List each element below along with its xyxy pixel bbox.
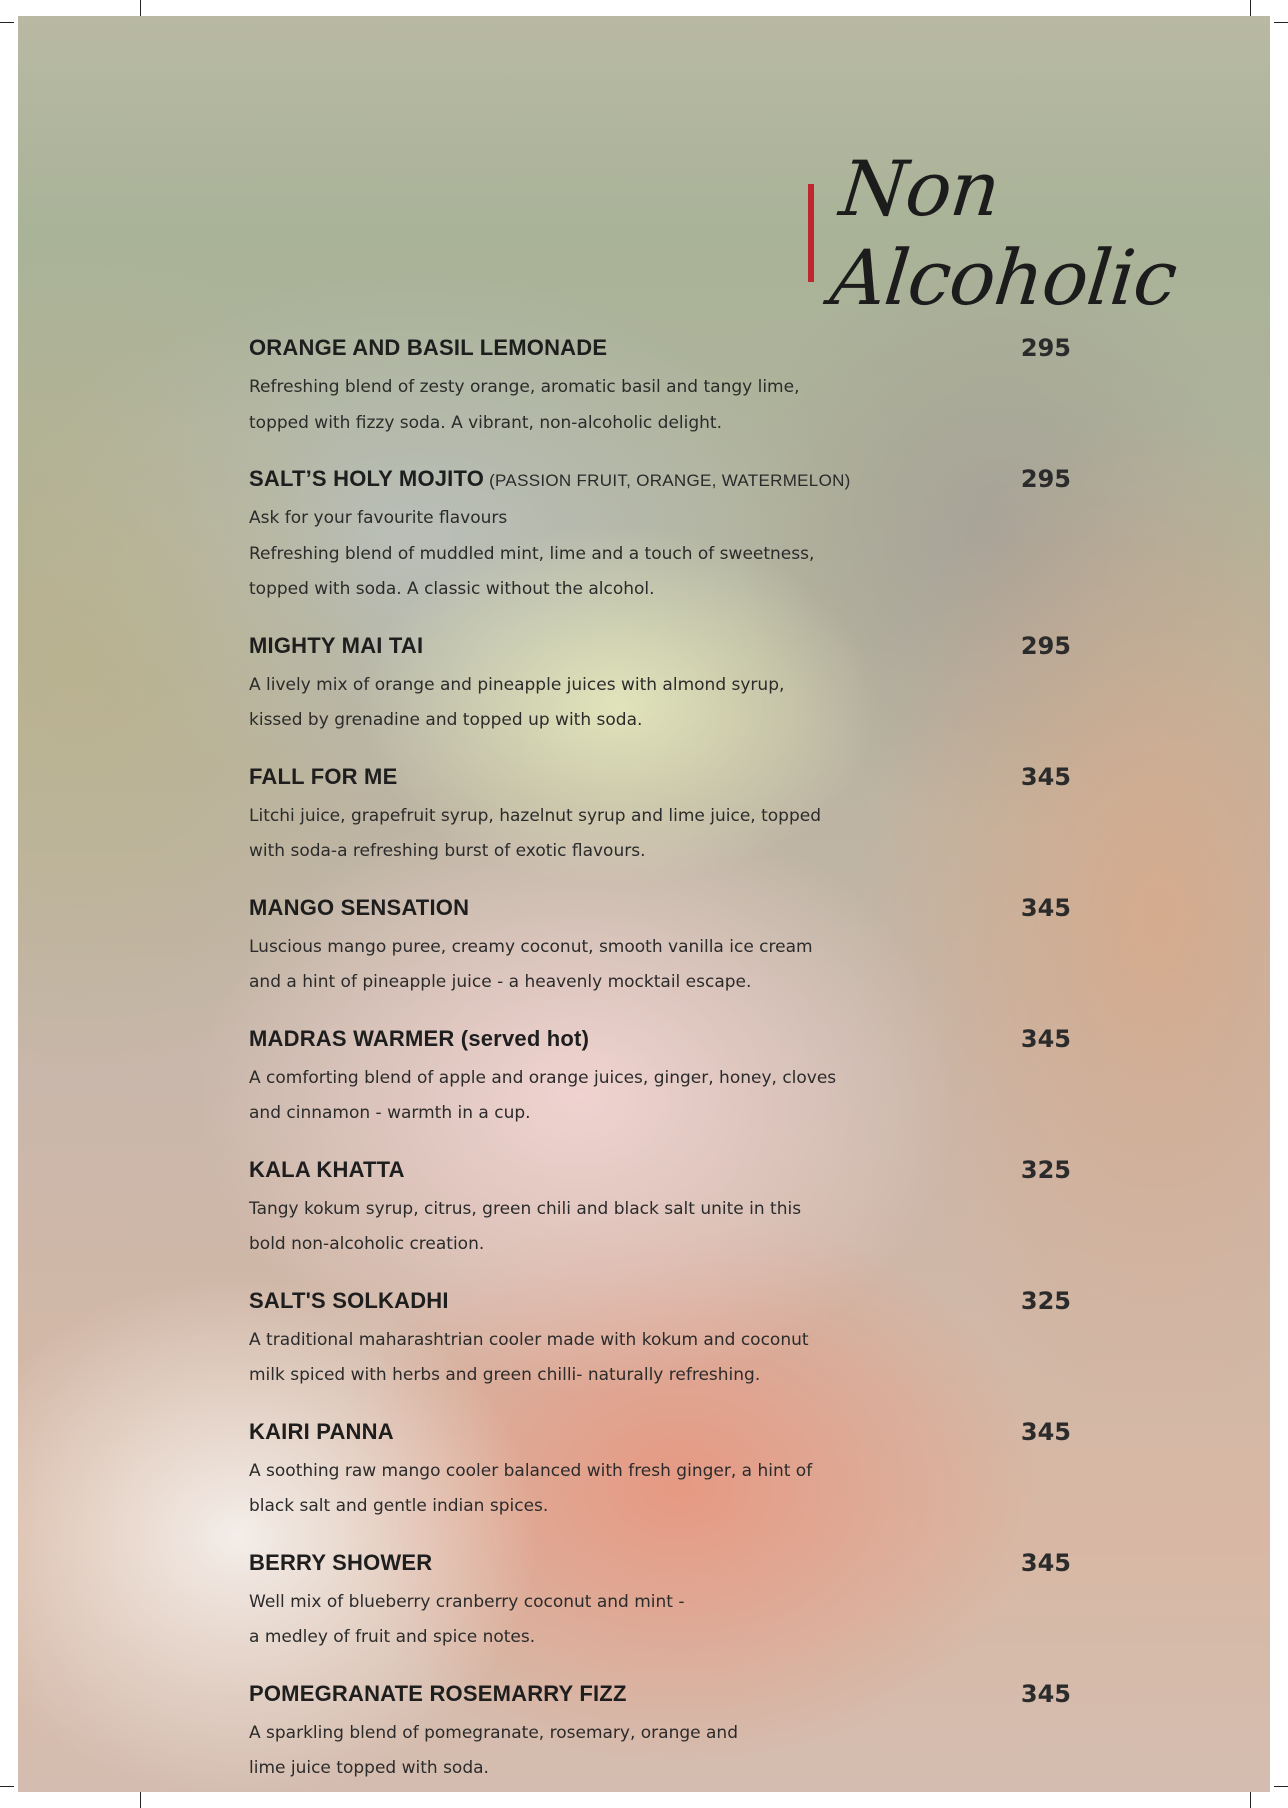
item-name-text: KALA KHATTA: [249, 1156, 405, 1182]
item-description: Litchi juice, grapefruit syrup, hazelnut syrup and lime juice, topped with soda-a refreshing burst of exotic flavours.: [249, 805, 821, 861]
crop-mark-bottom-right: [1250, 1792, 1251, 1808]
menu-item: [249, 1412, 1071, 1525]
crop-mark-top-left: [140, 0, 141, 16]
item-description: A traditional maharashtrian cooler made with kokum and coconut milk spiced with herbs and green chilli- naturally refreshing.: [249, 1329, 809, 1385]
menu-item: [249, 328, 1071, 441]
page-header: [808, 144, 1270, 322]
item-price: 325: [1020, 1155, 1071, 1184]
item-name: [249, 1150, 1071, 1192]
item-name: [249, 1674, 1071, 1716]
page-title: Non Alcoholic: [826, 144, 1181, 322]
item-name-text: MANGO SENSATION: [249, 894, 470, 920]
item-price: 345: [1020, 762, 1071, 791]
item-description: Tangy kokum syrup, citrus, green chili and black salt unite in this bold non-alcoholic creation.: [249, 1198, 802, 1254]
item-name-text: SALT'S SOLKADHI: [249, 1287, 449, 1313]
item-name: [249, 328, 1071, 370]
menu-item: [249, 1150, 1071, 1263]
menu-item: [249, 1543, 1071, 1656]
item-name: [249, 1412, 1071, 1454]
title-accent-bar: [808, 184, 814, 282]
crop-mark-right-bottom: [1274, 1786, 1288, 1787]
item-note: (PASSION FRUIT, ORANGE, WATERMELON): [484, 471, 851, 490]
item-name-text: MIGHTY MAI TAI: [249, 632, 424, 658]
menu-item: [249, 1281, 1071, 1394]
menu-item: [249, 1019, 1071, 1132]
item-description: Luscious mango puree, creamy coconut, smooth vanilla ice cream and a hint of pineapple juice - a heavenly mocktail escape.: [249, 936, 813, 992]
menu-list: [249, 328, 1071, 1792]
item-price: 325: [1020, 1286, 1071, 1315]
menu-item: [249, 1674, 1071, 1787]
menu-item: [249, 459, 1071, 608]
item-name: [249, 888, 1071, 930]
crop-mark-top-right: [1250, 0, 1251, 16]
crop-mark-bottom-left: [140, 1792, 141, 1808]
item-price: 295: [1020, 334, 1071, 362]
item-name: [249, 1543, 1071, 1585]
item-price: 295: [1020, 631, 1071, 660]
item-name: [249, 1281, 1071, 1323]
item-name: [249, 626, 1071, 668]
item-price: 345: [1020, 1679, 1071, 1708]
menu-item: [249, 626, 1071, 739]
menu-page: [18, 16, 1270, 1792]
item-name: [249, 757, 1071, 799]
item-price: 295: [1020, 465, 1071, 493]
menu-item: [249, 888, 1071, 1001]
crop-mark-right-top: [1274, 22, 1288, 23]
item-price: 345: [1020, 893, 1071, 922]
item-name-text: ORANGE AND BASIL LEMONADE: [249, 335, 608, 360]
item-name-text: FALL FOR ME: [249, 763, 398, 789]
item-name: [249, 1019, 1071, 1061]
item-description: Well mix of blueberry cranberry coconut and mint - a medley of fruit and spice notes.: [249, 1591, 685, 1647]
item-name-text: SALT’S HOLY MOJITO: [249, 466, 485, 491]
item-price: 345: [1020, 1417, 1071, 1446]
item-price: 345: [1020, 1548, 1071, 1577]
menu-item: [249, 757, 1071, 870]
item-description: A comforting blend of apple and orange juices, ginger, honey, cloves and cinnamon - warmth in a cup.: [249, 1067, 837, 1123]
crop-mark-left-top: [0, 22, 14, 23]
item-price: 345: [1020, 1024, 1071, 1053]
item-name-text: BERRY SHOWER: [249, 1549, 433, 1575]
item-description: Refreshing blend of zesty orange, aromatic basil and tangy lime, topped with fizzy soda. A vibrant, non-alcoholic delight.: [249, 377, 800, 433]
item-description: A sparkling blend of pomegranate, rosemary, orange and lime juice topped with soda.: [249, 1722, 738, 1778]
item-name-text: POMEGRANATE ROSEMARRY FIZZ: [249, 1680, 627, 1706]
item-description: A soothing raw mango cooler balanced with fresh ginger, a hint of black salt and gentle indian spices.: [249, 1460, 813, 1516]
crop-mark-left-bottom: [0, 1786, 14, 1787]
item-name-text: KAIRI PANNA: [249, 1418, 394, 1444]
item-name-text: MADRAS WARMER (served hot): [249, 1025, 590, 1051]
item-description: A lively mix of orange and pineapple juices with almond syrup, kissed by grenadine and topped up with soda.: [249, 674, 785, 730]
item-name: [249, 459, 1071, 501]
item-description: Ask for your favourite flavours Refreshing blend of muddled mint, lime and a touch of sweetness, topped with soda. A classic without the alcohol.: [249, 508, 815, 599]
